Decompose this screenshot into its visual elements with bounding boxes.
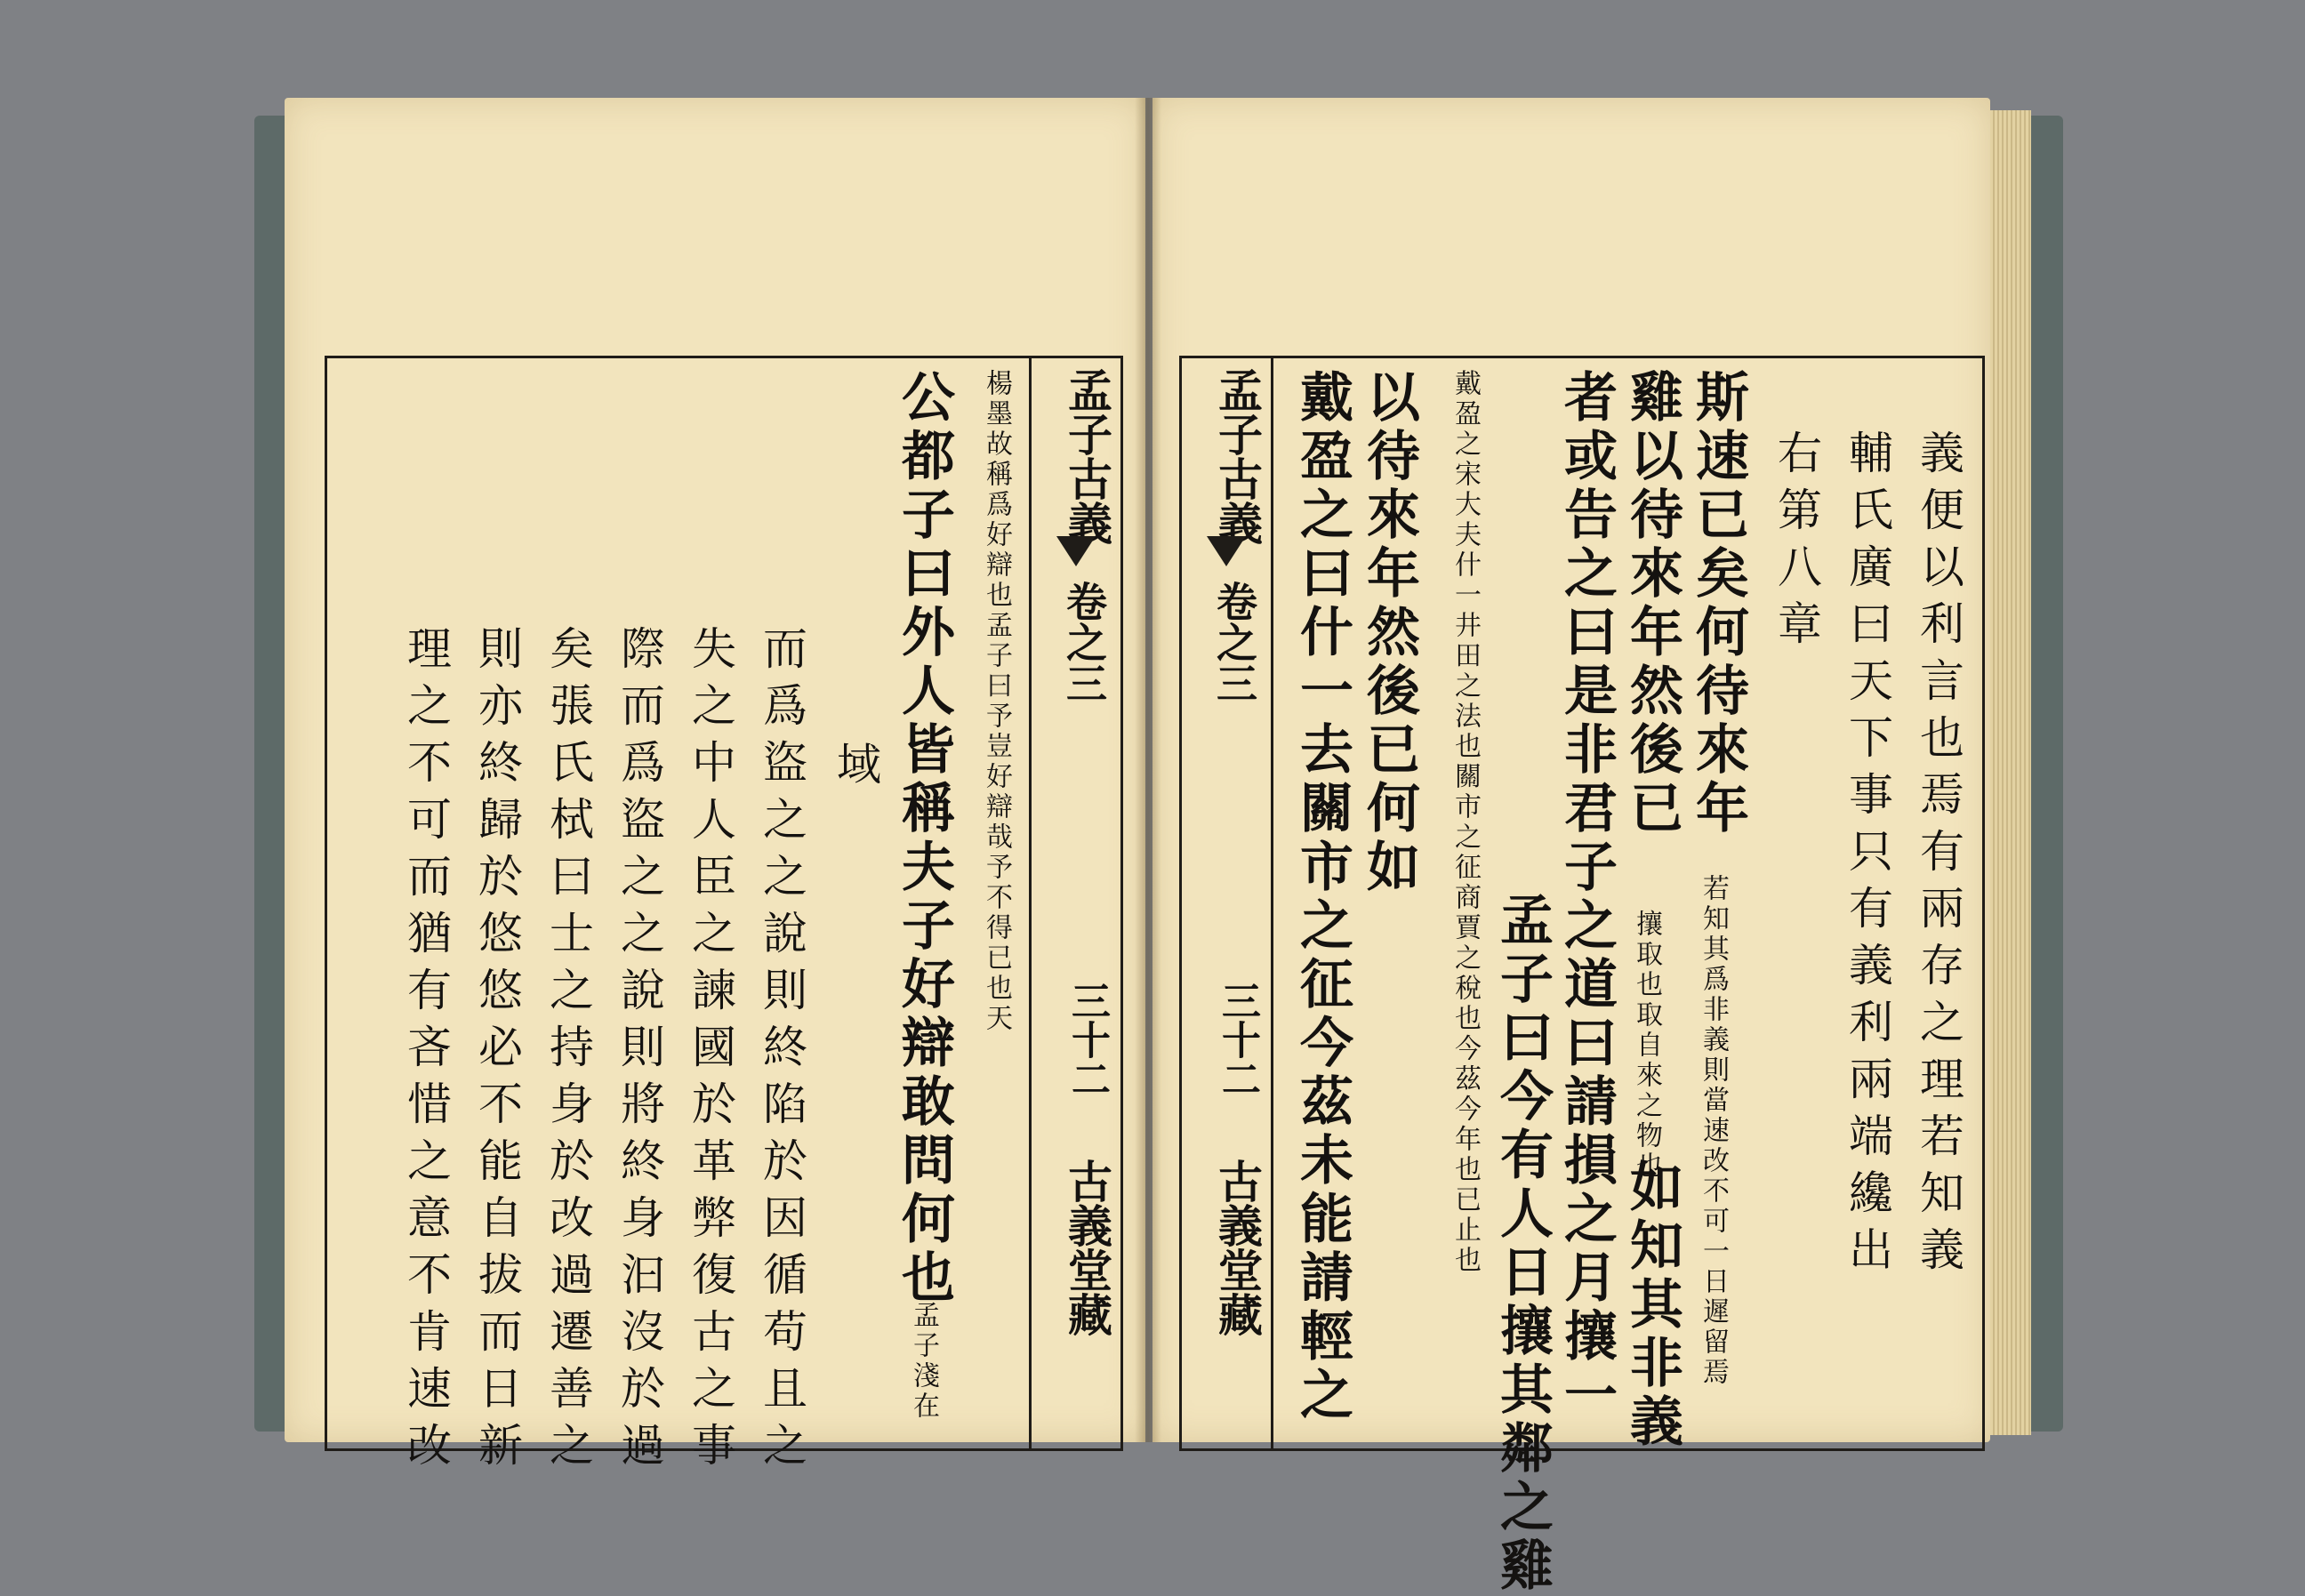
right-banxin-publisher: 古義堂藏 [1211, 1159, 1264, 1336]
left-column-2: 公都子曰外人皆稱夫子好辯敢問何也 [893, 369, 955, 1308]
left-column-10: 理之不可而猶有吝惜之意不肯速改 [400, 625, 452, 1479]
right-banxin-volume: 卷之三 [1210, 581, 1258, 703]
left-column-6: 失之中人臣之諫國於革弊復古之事 [685, 625, 736, 1479]
left-column-8: 矣張氏栻曰士之持身於改過遷善之 [542, 625, 594, 1479]
right-column-10: 若知其爲非義則當速改不可一日遲留焉 [1698, 874, 1729, 1388]
left-banxin-publisher: 古義堂藏 [1061, 1159, 1113, 1336]
right-column-2: 以待來年然後已何如 [1358, 369, 1420, 897]
right-banxin-title: 孟子古義 [1211, 367, 1264, 545]
left-banxin-title: 孟子古義 [1061, 367, 1113, 545]
page-edges [1990, 110, 2031, 1435]
right-banxin-folio: 三十二 [1215, 981, 1260, 1098]
book-cover-right [2031, 116, 2063, 1432]
right-column-4: 孟子曰今有人日攘其鄰之雞 [1491, 892, 1554, 1596]
left-banxin-folio: 三十二 [1064, 981, 1110, 1098]
right-column-3: 戴盈之宋大夫什一井田之法也關市之征商賈之稅也今茲今年也已止也 [1450, 369, 1481, 1276]
right-column-1: 戴盈之曰什一去關市之征今茲未能請輕之 [1291, 369, 1353, 1425]
left-column-1: 楊墨故稱爲好辯也孟子曰予豈好辯哉予不得已也天 [981, 369, 1012, 1034]
right-column-11: 右第八章 [1771, 429, 1822, 657]
right-column-5: 者或告之曰是非君子之道曰請損之月攘一 [1555, 369, 1618, 1425]
left-page [285, 98, 1145, 1479]
right-page [1152, 98, 1990, 1596]
right-column-12: 輔氏廣曰天下事只有義利兩端纔出 [1842, 429, 1893, 1283]
left-column-5: 而爲盜之之說則終陷於因循苟且之 [756, 625, 807, 1479]
right-text-frame [1179, 356, 1985, 1596]
left-column-9: 則亦終歸於悠悠必不能自拔而日新 [471, 625, 523, 1479]
right-column-13: 義便以利言也焉有兩存之理若知義 [1913, 429, 1964, 1283]
right-column-9: 斯速已矣何待來年 [1687, 369, 1749, 838]
left-column-3: 孟子淺在 [908, 1301, 939, 1422]
right-column-6: 雞以待來年然後已 [1621, 369, 1683, 838]
left-column-7: 際而爲盜之之說則將終身汩沒於過 [614, 625, 665, 1479]
left-banxin [1029, 358, 1120, 1448]
right-column-8: 如知其非義 [1621, 1159, 1683, 1452]
left-text-frame [325, 356, 1123, 1479]
fishtail-mark-icon [1056, 536, 1096, 566]
right-column-7: 攘取也取自來之物也 [1631, 910, 1662, 1182]
open-book [254, 98, 2063, 1596]
left-banxin-volume: 卷之三 [1060, 581, 1108, 703]
book-gutter [1135, 98, 1161, 1442]
right-banxin [1182, 358, 1273, 1448]
left-column-4: 域 [830, 741, 881, 798]
fishtail-mark-icon [1207, 536, 1246, 566]
